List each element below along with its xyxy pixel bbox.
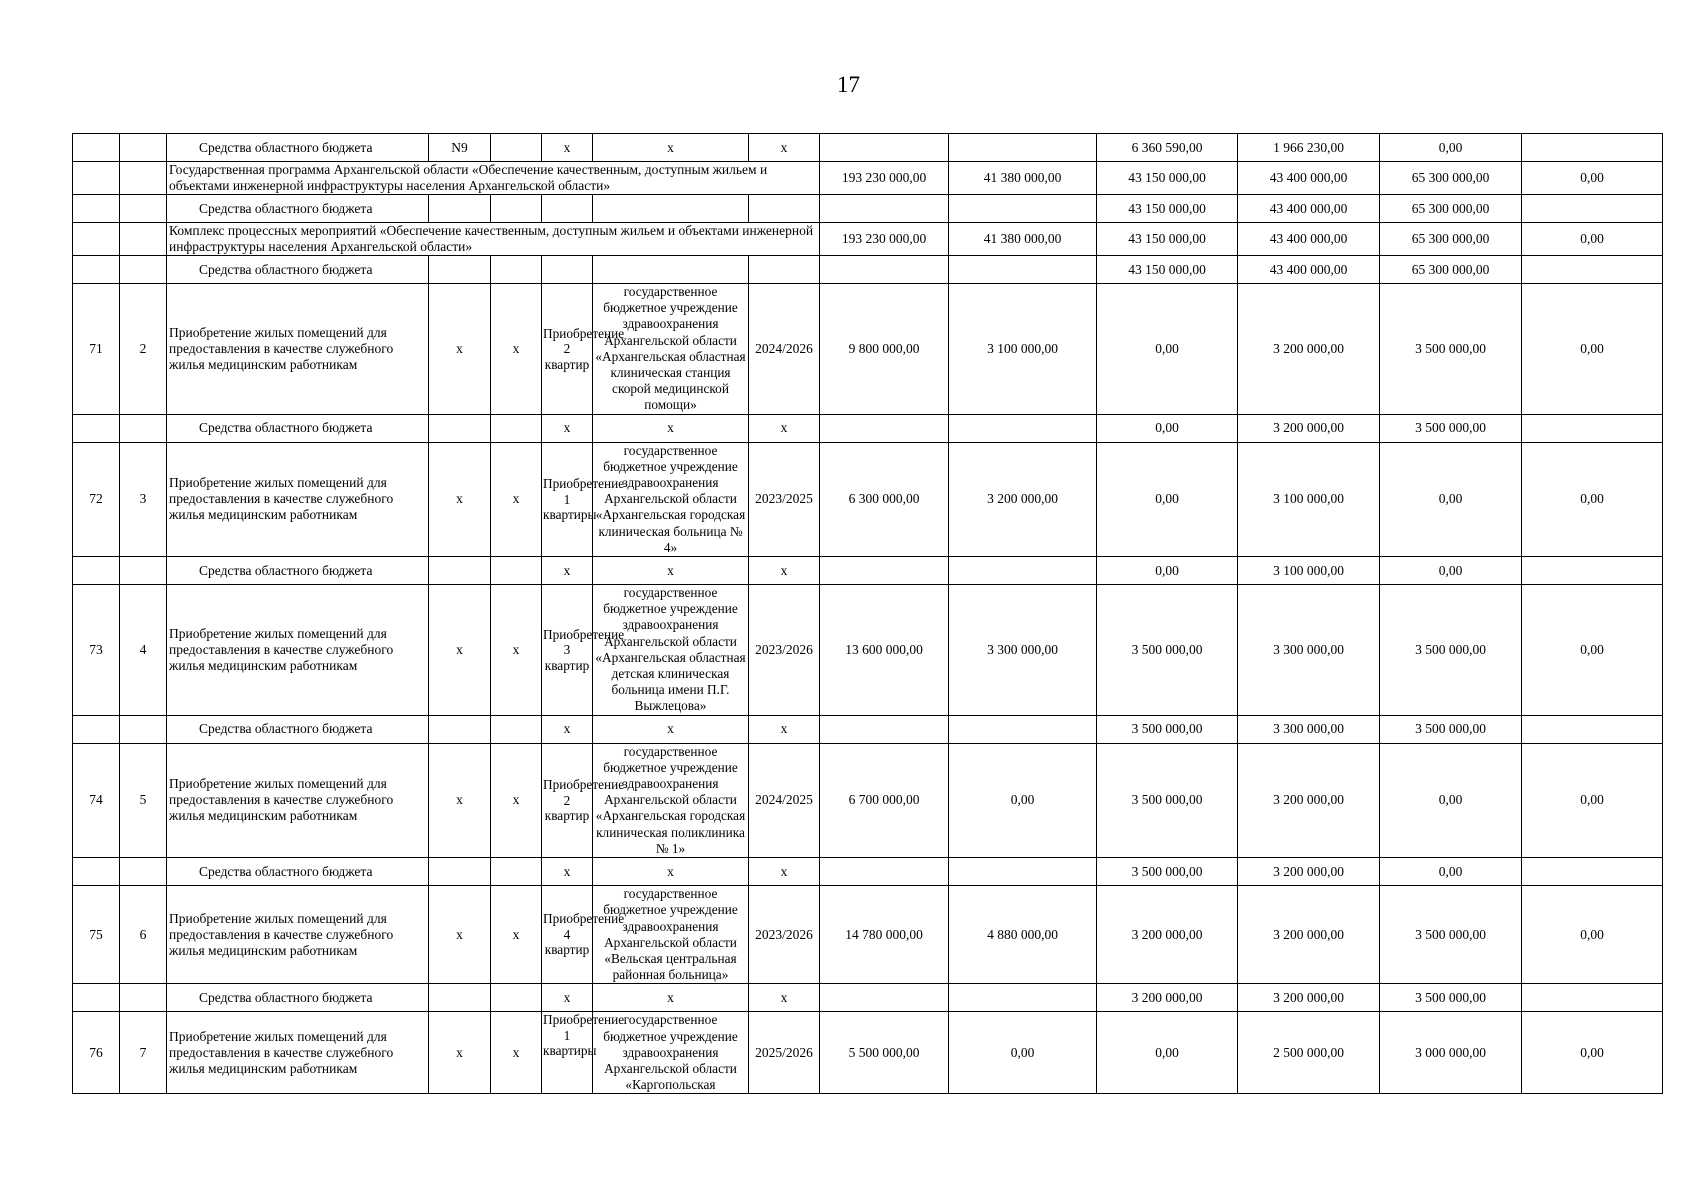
cell-2026: 0,00 — [1380, 858, 1522, 886]
cell-2024: 0,00 — [1097, 414, 1238, 442]
cell-x: x — [491, 585, 542, 716]
cell-empty — [491, 134, 542, 162]
item-period: 2024/2026 — [749, 284, 820, 415]
cell-last: 0,00 — [1522, 284, 1663, 415]
budget-table — [72, 133, 1663, 1094]
cell-2023 — [949, 414, 1097, 442]
item-period: 2023/2026 — [749, 886, 820, 984]
cell-2025: 3 100 000,00 — [1238, 442, 1380, 556]
cell-subnumber — [120, 195, 167, 223]
item-name: Приобретение жилых помещений для предоставления в качестве служебного жилья медицинским работникам — [167, 1012, 429, 1094]
item-name: Приобретение жилых помещений для предоставления в качестве служебного жилья медицинским работникам — [167, 284, 429, 415]
item-organization: государственное бюджетное учреждение здравоохранения Архангельской области «Каргопольская — [593, 1012, 749, 1094]
item-subnumber: 5 — [120, 743, 167, 857]
cell-subnumber — [120, 134, 167, 162]
cell-x: x — [749, 984, 820, 1012]
cell-2026: 3 000 000,00 — [1380, 1012, 1522, 1094]
cell-x: x — [593, 414, 749, 442]
cell-total — [820, 557, 949, 585]
cell-number — [73, 858, 120, 886]
cell-2025: 3 200 000,00 — [1238, 984, 1380, 1012]
cell-x: x — [749, 858, 820, 886]
cell-2025: 3 200 000,00 — [1238, 414, 1380, 442]
cell-last: 0,00 — [1522, 585, 1663, 716]
cell-2023: 4 880 000,00 — [949, 886, 1097, 984]
cell-total — [820, 858, 949, 886]
cell-x — [749, 195, 820, 223]
cell-total — [820, 414, 949, 442]
cell-subnumber — [120, 984, 167, 1012]
item-subnumber: 3 — [120, 442, 167, 556]
cell-2023 — [949, 256, 1097, 284]
cell-empty — [429, 715, 491, 743]
funding-label: Средства областного бюджета — [167, 414, 429, 442]
cell-empty — [491, 984, 542, 1012]
cell-number — [73, 557, 120, 585]
cell-2024: 6 360 590,00 — [1097, 134, 1238, 162]
item-period: 2023/2025 — [749, 442, 820, 556]
cell-last: 0,00 — [1522, 162, 1663, 195]
item-row — [73, 1012, 1663, 1094]
cell-empty — [429, 256, 491, 284]
item-stage: Приобретение 1 квартиры — [542, 1012, 593, 1094]
cell-x: x — [429, 585, 491, 716]
cell-last — [1522, 858, 1663, 886]
cell-2026: 3 500 000,00 — [1380, 585, 1522, 716]
item-name: Приобретение жилых помещений для предоставления в качестве служебного жилья медицинским работникам — [167, 886, 429, 984]
item-period: 2023/2026 — [749, 585, 820, 716]
cell-2025: 3 200 000,00 — [1238, 743, 1380, 857]
cell-2025: 3 300 000,00 — [1238, 715, 1380, 743]
item-stage: Приобретение 2 квартир — [542, 743, 593, 857]
cell-2023: 0,00 — [949, 743, 1097, 857]
cell-2026: 0,00 — [1380, 557, 1522, 585]
item-row — [73, 743, 1663, 857]
cell-2025: 43 400 000,00 — [1238, 195, 1380, 223]
item-subnumber: 4 — [120, 585, 167, 716]
cell-last — [1522, 557, 1663, 585]
cell-last — [1522, 984, 1663, 1012]
funding-row — [73, 256, 1663, 284]
cell-empty — [429, 195, 491, 223]
cell-x — [542, 195, 593, 223]
budget-code: N9 — [429, 134, 491, 162]
cell-x: x — [491, 886, 542, 984]
item-number: 75 — [73, 886, 120, 984]
item-stage: Приобретение 3 квартир — [542, 585, 593, 716]
cell-number — [73, 984, 120, 1012]
funding-label: Средства областного бюджета — [167, 715, 429, 743]
cell-last — [1522, 414, 1663, 442]
item-row — [73, 284, 1663, 415]
cell-2026: 3 500 000,00 — [1380, 414, 1522, 442]
cell-number — [73, 195, 120, 223]
cell-x: x — [749, 134, 820, 162]
item-period: 2025/2026 — [749, 1012, 820, 1094]
cell-x: x — [593, 557, 749, 585]
cell-2026: 65 300 000,00 — [1380, 195, 1522, 223]
cell-x: x — [491, 442, 542, 556]
cell-total — [820, 256, 949, 284]
cell-x — [542, 256, 593, 284]
cell-x: x — [542, 134, 593, 162]
program-title: Государственная программа Архангельской области «Обеспечение качественным, доступным жильем и объектами инженерной инфраструктуры населения Архангельской области» — [167, 162, 820, 195]
item-period: 2024/2025 — [749, 743, 820, 857]
cell-total: 193 230 000,00 — [820, 223, 949, 256]
cell-total — [820, 984, 949, 1012]
cell-x: x — [542, 557, 593, 585]
cell-x: x — [429, 442, 491, 556]
item-subnumber: 2 — [120, 284, 167, 415]
cell-last: 0,00 — [1522, 743, 1663, 857]
cell-2026: 3 500 000,00 — [1380, 984, 1522, 1012]
cell-x — [593, 195, 749, 223]
funding-label: Средства областного бюджета — [167, 984, 429, 1012]
cell-last: 0,00 — [1522, 223, 1663, 256]
cell-x: x — [593, 858, 749, 886]
cell-number — [73, 715, 120, 743]
cell-x: x — [429, 284, 491, 415]
cell-2025: 43 400 000,00 — [1238, 223, 1380, 256]
funding-row — [73, 414, 1663, 442]
funding-row — [73, 195, 1663, 223]
cell-last — [1522, 715, 1663, 743]
cell-last — [1522, 256, 1663, 284]
program-row — [73, 223, 1663, 256]
cell-total: 6 700 000,00 — [820, 743, 949, 857]
cell-2024: 3 200 000,00 — [1097, 984, 1238, 1012]
cell-subnumber — [120, 557, 167, 585]
cell-2023 — [949, 984, 1097, 1012]
cell-subnumber — [120, 414, 167, 442]
cell-2024: 0,00 — [1097, 284, 1238, 415]
cell-x: x — [593, 984, 749, 1012]
cell-empty — [491, 858, 542, 886]
funding-label: Средства областного бюджета — [167, 134, 429, 162]
cell-2026: 3 500 000,00 — [1380, 886, 1522, 984]
cell-2024: 3 500 000,00 — [1097, 585, 1238, 716]
cell-empty — [429, 414, 491, 442]
funding-row — [73, 715, 1663, 743]
cell-x: x — [593, 134, 749, 162]
item-row — [73, 442, 1663, 556]
cell-last: 0,00 — [1522, 886, 1663, 984]
funding-row — [73, 134, 1663, 162]
item-name: Приобретение жилых помещений для предоставления в качестве служебного жилья медицинским работникам — [167, 442, 429, 556]
cell-2025: 2 500 000,00 — [1238, 1012, 1380, 1094]
cell-x: x — [491, 743, 542, 857]
cell-empty — [491, 557, 542, 585]
cell-empty — [429, 984, 491, 1012]
cell-2026: 65 300 000,00 — [1380, 223, 1522, 256]
item-stage: Приобретение 4 квартир — [542, 886, 593, 984]
cell-number — [73, 223, 120, 256]
program-title: Комплекс процессных мероприятий «Обеспечение качественным, доступным жильем и объектами инженерной инфраструктуры населения Архангельской области» — [167, 223, 820, 256]
cell-2024: 3 500 000,00 — [1097, 858, 1238, 886]
cell-x: x — [749, 414, 820, 442]
item-stage: Приобретение 2 квартир — [542, 284, 593, 415]
cell-total: 9 800 000,00 — [820, 284, 949, 415]
cell-x: x — [429, 743, 491, 857]
item-subnumber: 7 — [120, 1012, 167, 1094]
program-row — [73, 162, 1663, 195]
cell-2025: 3 200 000,00 — [1238, 858, 1380, 886]
item-row — [73, 886, 1663, 984]
cell-2023 — [949, 858, 1097, 886]
funding-label: Средства областного бюджета — [167, 858, 429, 886]
cell-x — [593, 256, 749, 284]
cell-2023 — [949, 715, 1097, 743]
funding-row — [73, 858, 1663, 886]
cell-2026: 0,00 — [1380, 743, 1522, 857]
cell-empty — [491, 256, 542, 284]
cell-2024: 0,00 — [1097, 1012, 1238, 1094]
cell-x: x — [542, 984, 593, 1012]
cell-total — [820, 134, 949, 162]
cell-2024: 43 150 000,00 — [1097, 195, 1238, 223]
cell-2026: 3 500 000,00 — [1380, 715, 1522, 743]
cell-last — [1522, 195, 1663, 223]
cell-x: x — [749, 557, 820, 585]
item-number: 72 — [73, 442, 120, 556]
cell-subnumber — [120, 256, 167, 284]
item-organization: государственное бюджетное учреждение здравоохранения Архангельской области «Архангельская областная клиническая станция скорой медицинской помощи» — [593, 284, 749, 415]
cell-2025: 43 400 000,00 — [1238, 162, 1380, 195]
cell-2026: 65 300 000,00 — [1380, 256, 1522, 284]
cell-2024: 0,00 — [1097, 442, 1238, 556]
cell-x: x — [491, 1012, 542, 1094]
cell-2026: 0,00 — [1380, 134, 1522, 162]
cell-x: x — [429, 886, 491, 984]
cell-subnumber — [120, 162, 167, 195]
cell-2025: 3 200 000,00 — [1238, 886, 1380, 984]
cell-total — [820, 715, 949, 743]
cell-2026: 65 300 000,00 — [1380, 162, 1522, 195]
cell-number — [73, 162, 120, 195]
cell-empty — [491, 715, 542, 743]
cell-total: 5 500 000,00 — [820, 1012, 949, 1094]
cell-last: 0,00 — [1522, 1012, 1663, 1094]
item-number: 76 — [73, 1012, 120, 1094]
cell-x: x — [542, 858, 593, 886]
cell-2023 — [949, 195, 1097, 223]
cell-2024: 0,00 — [1097, 557, 1238, 585]
cell-2025: 3 100 000,00 — [1238, 557, 1380, 585]
cell-total: 13 600 000,00 — [820, 585, 949, 716]
item-number: 73 — [73, 585, 120, 716]
cell-2025: 1 966 230,00 — [1238, 134, 1380, 162]
cell-number — [73, 134, 120, 162]
cell-x: x — [542, 414, 593, 442]
cell-2024: 3 500 000,00 — [1097, 715, 1238, 743]
item-organization: государственное бюджетное учреждение здравоохранения Архангельской области «Вельская центральная районная больница» — [593, 886, 749, 984]
cell-2024: 3 200 000,00 — [1097, 886, 1238, 984]
cell-x: x — [749, 715, 820, 743]
cell-2024: 3 500 000,00 — [1097, 743, 1238, 857]
table-body — [73, 134, 1663, 1094]
cell-2023: 41 380 000,00 — [949, 223, 1097, 256]
cell-2024: 43 150 000,00 — [1097, 256, 1238, 284]
cell-2024: 43 150 000,00 — [1097, 162, 1238, 195]
cell-2023: 3 300 000,00 — [949, 585, 1097, 716]
cell-subnumber — [120, 223, 167, 256]
cell-number — [73, 414, 120, 442]
cell-total: 6 300 000,00 — [820, 442, 949, 556]
cell-total — [820, 195, 949, 223]
cell-last: 0,00 — [1522, 442, 1663, 556]
cell-x: x — [593, 715, 749, 743]
funding-label: Средства областного бюджета — [167, 256, 429, 284]
cell-2026: 3 500 000,00 — [1380, 284, 1522, 415]
item-organization: государственное бюджетное учреждение здравоохранения Архангельской области «Архангельская городская клиническая поликлиника № 1» — [593, 743, 749, 857]
cell-subnumber — [120, 715, 167, 743]
item-number: 74 — [73, 743, 120, 857]
cell-2023: 3 200 000,00 — [949, 442, 1097, 556]
item-organization: государственное бюджетное учреждение здравоохранения Архангельской области «Архангельская городская клиническая больница № 4» — [593, 442, 749, 556]
page-number: 17 — [837, 72, 860, 97]
cell-2023: 0,00 — [949, 1012, 1097, 1094]
cell-2026: 0,00 — [1380, 442, 1522, 556]
cell-2024: 43 150 000,00 — [1097, 223, 1238, 256]
cell-2025: 43 400 000,00 — [1238, 256, 1380, 284]
item-row — [73, 585, 1663, 716]
cell-number — [73, 256, 120, 284]
item-name: Приобретение жилых помещений для предоставления в качестве служебного жилья медицинским работникам — [167, 743, 429, 857]
cell-subnumber — [120, 858, 167, 886]
cell-2025: 3 300 000,00 — [1238, 585, 1380, 716]
item-organization: государственное бюджетное учреждение здравоохранения Архангельской области «Архангельская областная детская клиническая больница имени П.Г. Выжлецова» — [593, 585, 749, 716]
cell-x — [749, 256, 820, 284]
cell-total: 14 780 000,00 — [820, 886, 949, 984]
funding-row — [73, 557, 1663, 585]
cell-x: x — [429, 1012, 491, 1094]
item-number: 71 — [73, 284, 120, 415]
item-name: Приобретение жилых помещений для предоставления в качестве служебного жилья медицинским работникам — [167, 585, 429, 716]
cell-x: x — [542, 715, 593, 743]
funding-row — [73, 984, 1663, 1012]
cell-2023: 3 100 000,00 — [949, 284, 1097, 415]
cell-2025: 3 200 000,00 — [1238, 284, 1380, 415]
item-stage: Приобретение 1 квартиры — [542, 442, 593, 556]
funding-label: Средства областного бюджета — [167, 195, 429, 223]
cell-2023: 41 380 000,00 — [949, 162, 1097, 195]
cell-empty — [491, 195, 542, 223]
cell-2023 — [949, 557, 1097, 585]
cell-total: 193 230 000,00 — [820, 162, 949, 195]
funding-label: Средства областного бюджета — [167, 557, 429, 585]
cell-empty — [429, 858, 491, 886]
cell-x: x — [491, 284, 542, 415]
cell-empty — [429, 557, 491, 585]
item-subnumber: 6 — [120, 886, 167, 984]
cell-2023 — [949, 134, 1097, 162]
cell-empty — [491, 414, 542, 442]
cell-last — [1522, 134, 1663, 162]
